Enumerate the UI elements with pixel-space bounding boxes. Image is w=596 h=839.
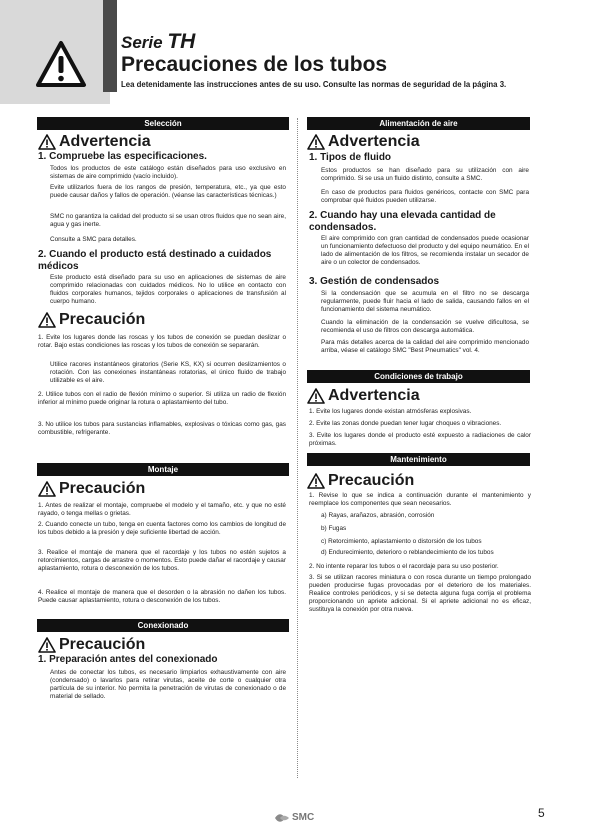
warning-icon — [38, 134, 56, 150]
caution-icon — [38, 481, 56, 497]
series-label — [121, 32, 387, 53]
paragraph: Antes de conectar los tubos, es necesario limpiarlos exhaustivamente con aire (condensado) o lavarlos para retirar virutas, aceite de corte o cualquier otra partícula de su interior. No permita la penetración de virutas de conexionado o de material de sellado. — [50, 669, 286, 700]
page-title: Precauciones de los tubos — [121, 53, 388, 76]
section-bar-montaje: Montaje — [37, 463, 289, 476]
list-item: 3. Evite los lugares donde el producto esté expuesto a radiaciones de calor próximas. — [309, 432, 531, 447]
series-prefix: Serie — [121, 33, 163, 52]
sub-list-item: c) Retorcimiento, aplastamiento o distorsión de los tubos — [321, 538, 482, 545]
heading-precaucion-seleccion: Precaución — [38, 311, 145, 329]
header-dark-bar — [103, 0, 117, 92]
warning-triangle-icon — [35, 40, 87, 88]
footer-logo — [274, 812, 314, 823]
column-divider — [297, 118, 298, 778]
heading-precaucion-conexionado: Precaución — [38, 636, 145, 654]
section-bar-seleccion: Selección — [37, 117, 289, 130]
heading-advertencia-condiciones: Advertencia — [307, 387, 420, 405]
paragraph: Utilice racores instantáneos giratorios (Serie KS, KX) si ocurren deslizamientos o rotación. Con las conexiones instantáneas rotatorias, el único fluido de trabajo utilizable es el aire. — [50, 361, 286, 384]
list-item: 4. Realice el montaje de manera que el desorden o la abrasión no dañen los tubos. Puede causar aplastamiento, rotura o desconexión de los tubos. — [38, 589, 286, 604]
list-item: 1. Evite los lugares donde las roscas y los tubos de conexión se puedan deslizar o rotar. Bajo estas condiciones las roscas y los tubos de conexión se separarán. — [38, 334, 286, 349]
paragraph: Todos los productos de este catálogo están diseñados para uso exclusivo en sistemas de aire comprimido (vacío incluido). — [50, 165, 286, 180]
list-item: 3. Realice el montaje de manera que el racordaje y los tubos no estén sujetos a retorcimientos, cargas de arrastre o momentos. Esto puede dañar el racordaje y causar aplastamiento, rotura o desconexión de los tubos. — [38, 549, 286, 572]
sub-list-item: d) Endurecimiento, deterioro o reblandecimiento de los tubos — [321, 549, 494, 556]
heading-precaucion-montaje: Precaución — [38, 480, 145, 498]
list-item: 2. Utilice tubos con el radio de flexión mínimo o superior. Si utiliza un radio de flexión inferior al mínimo puede originar la rotura o aplastamiento del tubo. — [38, 391, 286, 406]
section-bar-conexionado: Conexionado — [37, 619, 289, 632]
heading-advertencia-seleccion: Advertencia — [38, 133, 151, 151]
sub-list-item: b) Fugas — [321, 525, 347, 532]
list-item: 2. No intente reparar los tubos o el racordaje para su uso posterior. — [309, 563, 499, 570]
paragraph: SMC no garantiza la calidad del producto si se usan otros fluidos que no sean aire, agua y gas inerte. — [50, 213, 286, 228]
list-item: 3. No utilice los tubos para sustancias inflamables, explosivas o tóxicas como gas, gas combustible, refrigerante. — [38, 421, 286, 436]
list-item: 2. Cuando conecte un tubo, tenga en cuenta factores como los cambios de longitud de los tubos debido a la presión y deje suficiente libertad de acción. — [38, 521, 286, 536]
paragraph: Si la condensación que se acumula en el filtro no se descarga regularmente, puede fluir hacia el lado de salida, causando fallos en el funcionamiento del sistema neumático. — [321, 290, 529, 313]
paragraph: Para más detalles acerca de la calidad del aire comprimido mencionado arriba, véase el catálogo SMC "Best Pneumatics" vol. 4. — [321, 339, 529, 354]
paragraph: Cuando la eliminación de la condensación se vuelve dificultosa, se recomienda el uso de filtros con descarga automática. — [321, 319, 529, 334]
paragraph: Evite utilizarlos fuera de los rangos de presión, temperatura, etc., ya que esto puede causar daños y fallos de operación. (véanse las características técnicas.) — [50, 184, 286, 199]
header — [121, 32, 387, 77]
list-item: 2. Evite las zonas donde puedan tener lugar choques o vibraciones. — [309, 420, 502, 427]
list-item: 3. Si se utilizan racores miniatura o con rosca durante un tiempo prolongado pueden producirse fugas provocadas por el deterioro de los materiales. Realice controles periódicos, y si se detecta alguna fuga corrija el problema proporcionando un apriete adicional. Si el apriete adicional no es eficaz, sustituya la conexión por otra nueva. — [309, 574, 531, 613]
warning-icon — [307, 388, 325, 404]
caution-icon — [38, 312, 56, 328]
warning-icon — [307, 134, 325, 150]
caution-icon — [38, 637, 56, 653]
item-title: 2. Cuando el producto está destinado a cuidados médicos — [38, 249, 272, 272]
heading-precaucion-mantenimiento: Precaución — [307, 472, 414, 490]
page-number: 5 — [538, 806, 545, 820]
paragraph: El aire comprimido con gran cantidad de condensados puede ocasionar un funcionamiento defectuoso del producto y del equipo neumático. En el lado de alimentación de los filtros, se recomienda instalar un secador de aire o un colector de condensados. — [321, 235, 529, 266]
paragraph: En caso de productos para fluidos genéricos, contacte con SMC para comprobar qué fluidos pueden utilizarse. — [321, 189, 529, 204]
paragraph: Estos productos se han diseñado para su utilización con aire comprimido. Si se usa un fluido distinto, consulte a SMC. — [321, 167, 529, 182]
sub-list-item: a) Rayas, arañazos, abrasión, corrosión — [321, 512, 435, 519]
series-name: TH — [167, 30, 196, 53]
page-subtitle: Lea detenidamente las instrucciones antes de su uso. Consulte las normas de seguridad de la página 3. — [121, 80, 507, 89]
heading-advertencia-alimentacion: Advertencia — [307, 133, 420, 151]
paragraph: Consulte a SMC para detalles. — [50, 236, 137, 243]
item-title: 1. Preparación antes del conexionado — [38, 654, 218, 665]
item-title: 1. Tipos de fluido — [309, 152, 392, 163]
item-title: 1. Compruebe las especificaciones. — [38, 151, 207, 162]
item-title: 2. Cuando hay una elevada cantidad de condensados. — [309, 210, 496, 233]
item-title: 3. Gestión de condensados — [309, 276, 440, 287]
caution-icon — [307, 473, 325, 489]
smc-logo-icon — [274, 813, 290, 823]
section-bar-mantenimiento: Mantenimiento — [307, 453, 530, 466]
section-bar-alimentacion: Alimentación de aire — [307, 117, 530, 130]
section-bar-condiciones: Condiciones de trabajo — [307, 370, 530, 383]
logo-text: SMC — [292, 812, 315, 823]
list-item: 1. Revise lo que se indica a continuación durante el mantenimiento y reemplace los componentes que sean necesarios. — [309, 492, 531, 507]
paragraph: Este producto está diseñado para su uso en aplicaciones de sistemas de aire comprimido relacionadas con cuidados médicos. No lo utilice en contacto con fluidos corporales humanos, tejidos corporales o aplicaciones de transfusión al cuerpo humano. — [50, 274, 286, 305]
list-item: 1. Evite los lugares donde existan atmósferas explosivas. — [309, 408, 472, 415]
list-item: 1. Antes de realizar el montaje, compruebe el modelo y el tamaño, etc. y que no esté rayado, o tenga mellas o grietas. — [38, 502, 286, 517]
